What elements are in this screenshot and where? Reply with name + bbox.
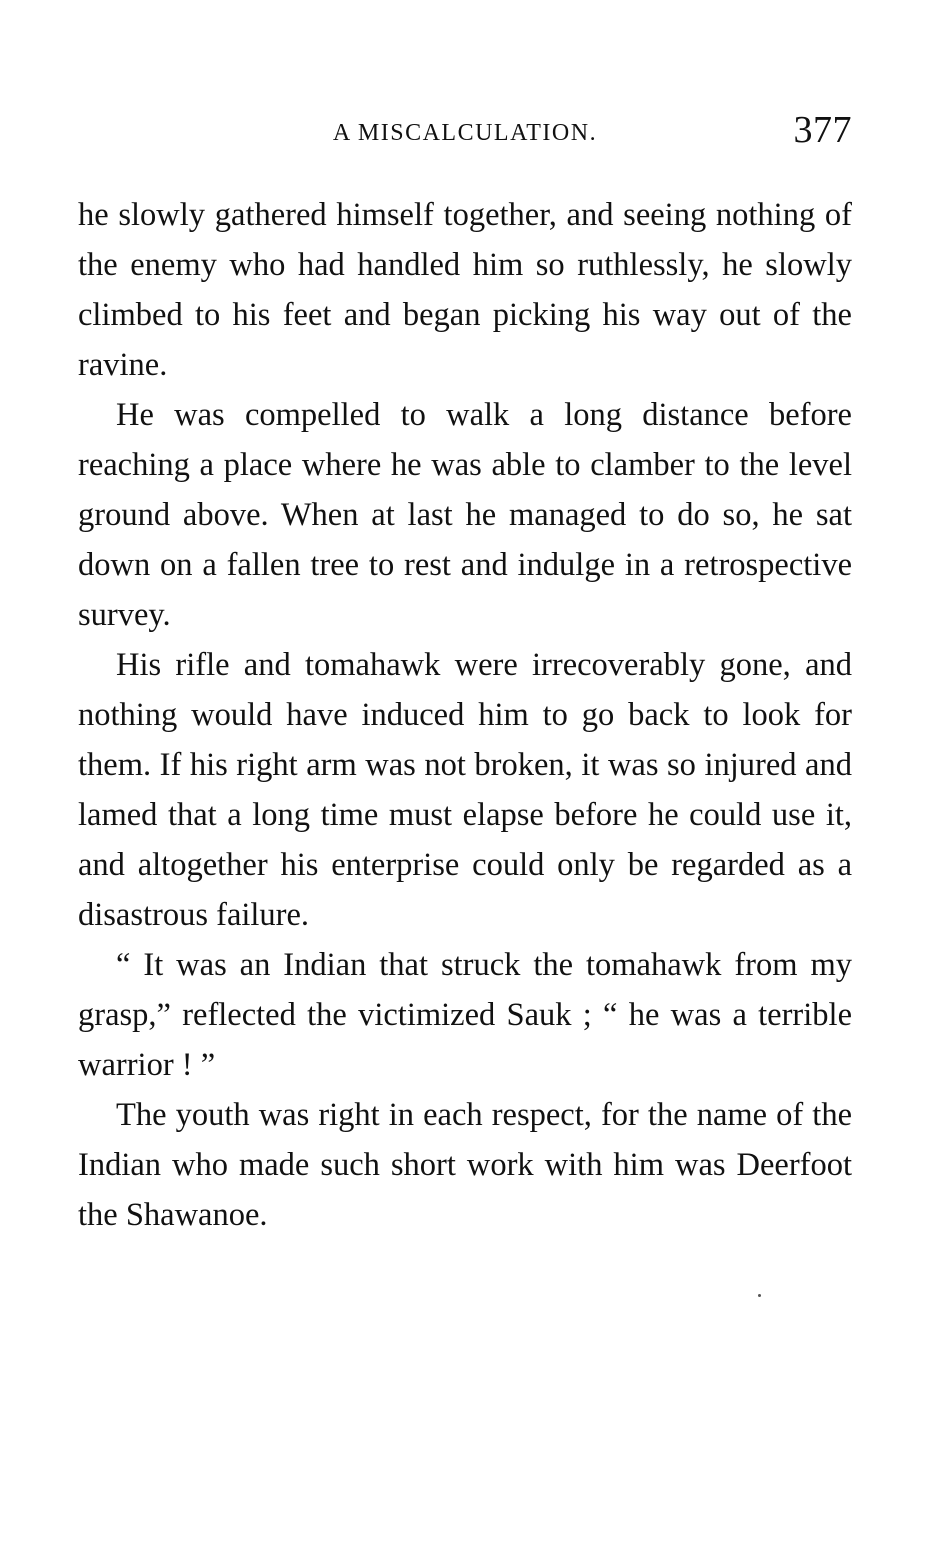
paragraph-continuation: he slowly gathered himself together, and seeing nothing of the enemy who had handled him so ruthlessly, he slowly climbed to his feet and began picking his way out of the ravine. [78,197,852,383]
running-title: A MISCALCULATION. [332,120,598,146]
print-speck [758,1294,761,1297]
paragraph-quote: “ It was an Indian that struck the tomahawk from my grasp,” reflected the victimized Sauk ; “ he was a terrible warrior ! ” [78,947,852,1083]
paragraph: He was compelled to walk a long distance before reaching a place where he was able to clamber to the level ground above. When at last he managed to do so, he sat down on a fallen tree to rest and indulge in a retrospective survey. [78,397,852,633]
paragraph: The youth was right in each respect, for the name of the Indian who made such short work with him was Deerfoot the Shawanoe. [78,1097,852,1233]
running-head [78,108,852,158]
paragraph: His rifle and tomahawk were irrecoverably gone, and nothing would have induced him to go back to look for them. If his right arm was not broken, it was so injured and lamed that a long time must elapse before he could use it, and altogether his enterprise could only be regarded as a disastrous failure. [78,647,852,933]
page-number: 377 [793,109,852,151]
body-text [78,190,852,1240]
